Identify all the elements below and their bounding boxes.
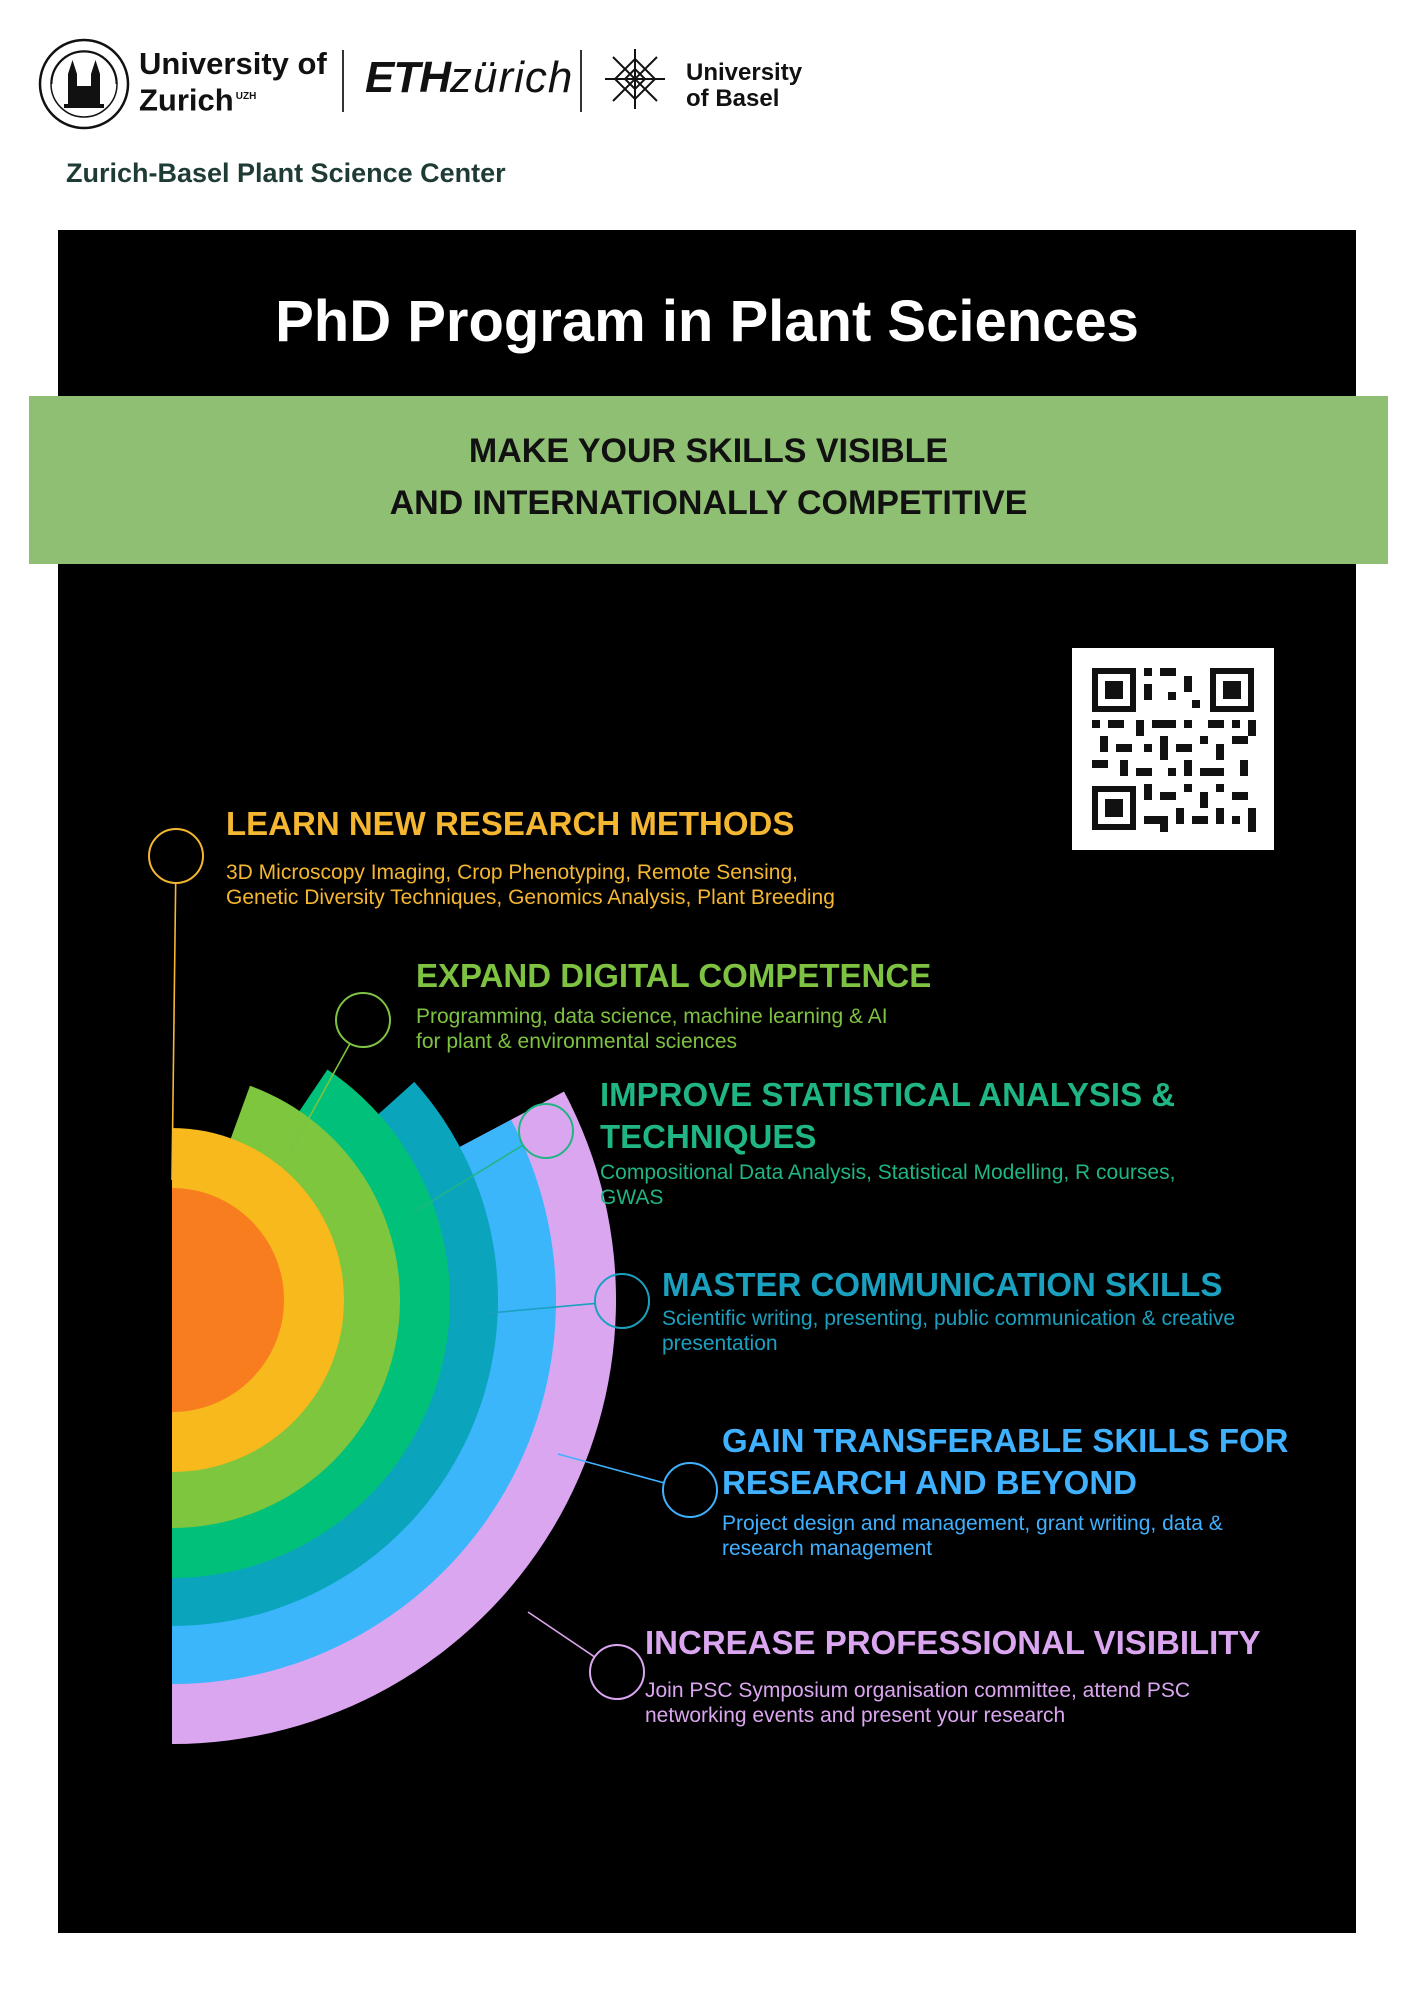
skill-description-line: Scientific writing, presenting, public communication & creative: [662, 1307, 1236, 1330]
skill-description-line: presentation: [662, 1332, 778, 1355]
skill-title: [662, 1264, 1222, 1306]
university-of-zurich-logo: University of Zurich $^{UZH}$: [139, 46, 327, 118]
skill-description-line: Join PSC Symposium organisation committee, attend PSC: [645, 1679, 1191, 1702]
skill-description: [226, 860, 835, 910]
node-circle: [663, 1463, 717, 1517]
banner-line: MAKE YOUR SKILLS VISIBLE: [468, 432, 949, 470]
node-circle: [149, 829, 203, 883]
skill-title-line: INCREASE PROFESSIONAL VISIBILITY: [645, 1624, 1261, 1661]
skill-title: [645, 1622, 1260, 1664]
connector-line: [528, 1612, 595, 1657]
skill-description: [662, 1306, 1235, 1356]
skill-description-line: for plant & environmental sciences: [416, 1030, 737, 1053]
university-of-basel-logo: University of Basel: [686, 59, 803, 112]
node-circle: [336, 993, 390, 1047]
skill-title: [722, 1420, 1289, 1504]
poster-title: PhD Program in Plant Sciences: [275, 289, 1139, 354]
skill-title-line: GAIN TRANSFERABLE SKILLS FOR: [722, 1422, 1289, 1459]
skill-title-line: MASTER COMMUNICATION SKILLS: [662, 1266, 1223, 1303]
skill-description-line: Programming, data science, machine learning & AI: [416, 1005, 888, 1028]
skill-description-line: Genetic Diversity Techniques, Genomics Analysis, Plant Breeding: [226, 886, 835, 909]
skill-description-line: GWAS: [600, 1186, 664, 1209]
skill-description-line: Compositional Data Analysis, Statistical Modelling, R courses,: [600, 1161, 1176, 1184]
skill-title-line: EXPAND DIGITAL COMPETENCE: [416, 957, 932, 994]
skill-title: [226, 803, 794, 845]
eth-zurich-logo: ETHzürich: [365, 53, 574, 102]
skill-description: [722, 1511, 1223, 1561]
skill-description: [600, 1160, 1175, 1210]
skill-title-line: LEARN NEW RESEARCH METHODS: [226, 805, 795, 842]
skill-title-line: TECHNIQUES: [600, 1118, 817, 1155]
skill-description-line: 3D Microscopy Imaging, Crop Phenotyping, Remote Sensing,: [226, 861, 798, 884]
skill-description-line: research management: [722, 1537, 933, 1560]
skill-description-line: networking events and present your research: [645, 1704, 1066, 1727]
skill-description-line: Project design and management, grant writing, data &: [722, 1512, 1223, 1535]
skill-title-line: RESEARCH AND BEYOND: [722, 1464, 1137, 1501]
banner-line: AND INTERNATIONALLY COMPETITIVE: [389, 484, 1028, 522]
skill-description: [416, 1004, 888, 1054]
skill-title: [416, 955, 931, 997]
skill-title: [600, 1074, 1175, 1158]
skill-title-line: IMPROVE STATISTICAL ANALYSIS &: [600, 1076, 1176, 1113]
center-name: Zurich-Basel Plant Science Center: [66, 158, 506, 188]
skill-description: [645, 1678, 1190, 1728]
node-circle: [590, 1645, 644, 1699]
uzh-suffix: UZH: [235, 91, 257, 102]
